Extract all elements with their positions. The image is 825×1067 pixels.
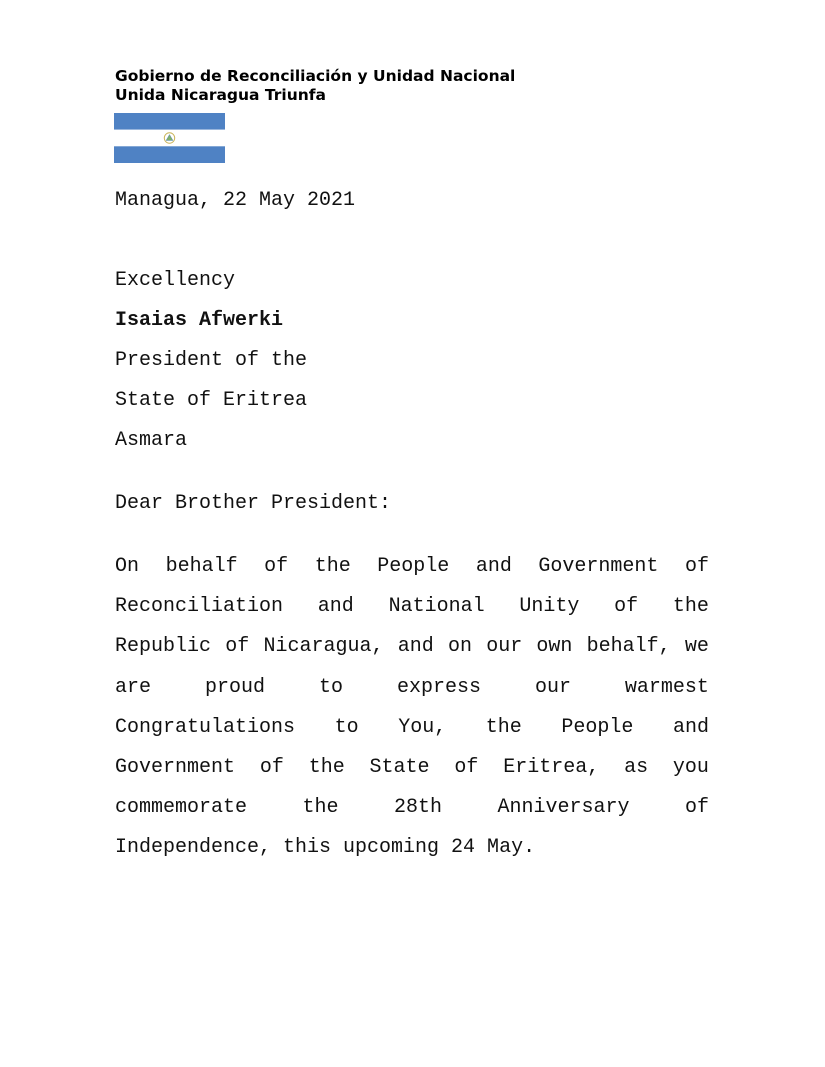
paragraph-line: commemorate the 28th Anniversary of bbox=[115, 796, 709, 820]
paragraph-line: Reconciliation and National Unity of the bbox=[115, 595, 709, 619]
paragraph-line: On behalf of the People and Government of bbox=[115, 555, 709, 578]
paragraph-line: Congratulations to You, the People and bbox=[115, 715, 709, 739]
letter-body-paragraph bbox=[115, 555, 709, 877]
flag-bottom-stripe bbox=[114, 146, 225, 163]
recipient-position-line2: State of Eritrea bbox=[115, 389, 308, 412]
flag-top-stripe bbox=[114, 113, 225, 130]
paragraph-line: are proud to express our warmest bbox=[115, 675, 709, 699]
recipient-position-line1: President of the bbox=[115, 349, 308, 372]
letterhead bbox=[115, 67, 515, 105]
nicaragua-flag-icon bbox=[114, 113, 225, 163]
recipient-city: Asmara bbox=[115, 429, 188, 452]
letter-salutation: Dear Brother President: bbox=[115, 492, 392, 515]
paragraph-line: Independence, this upcoming 24 May. bbox=[115, 836, 536, 860]
recipient-title: Excellency bbox=[115, 269, 236, 292]
recipient-name: Isaias Afwerki bbox=[115, 309, 284, 332]
letterhead-government-name: Gobierno de Reconciliación y Unidad Nacional bbox=[115, 67, 516, 85]
paragraph-line: Republic of Nicaragua, and on our own behalf, we bbox=[115, 635, 709, 659]
letter-place-date: Managua, 22 May 2021 bbox=[115, 189, 356, 212]
paragraph-line: Government of the State of Eritrea, as you bbox=[115, 755, 709, 779]
letterhead-slogan: Unida Nicaragua Triunfa bbox=[115, 86, 327, 104]
